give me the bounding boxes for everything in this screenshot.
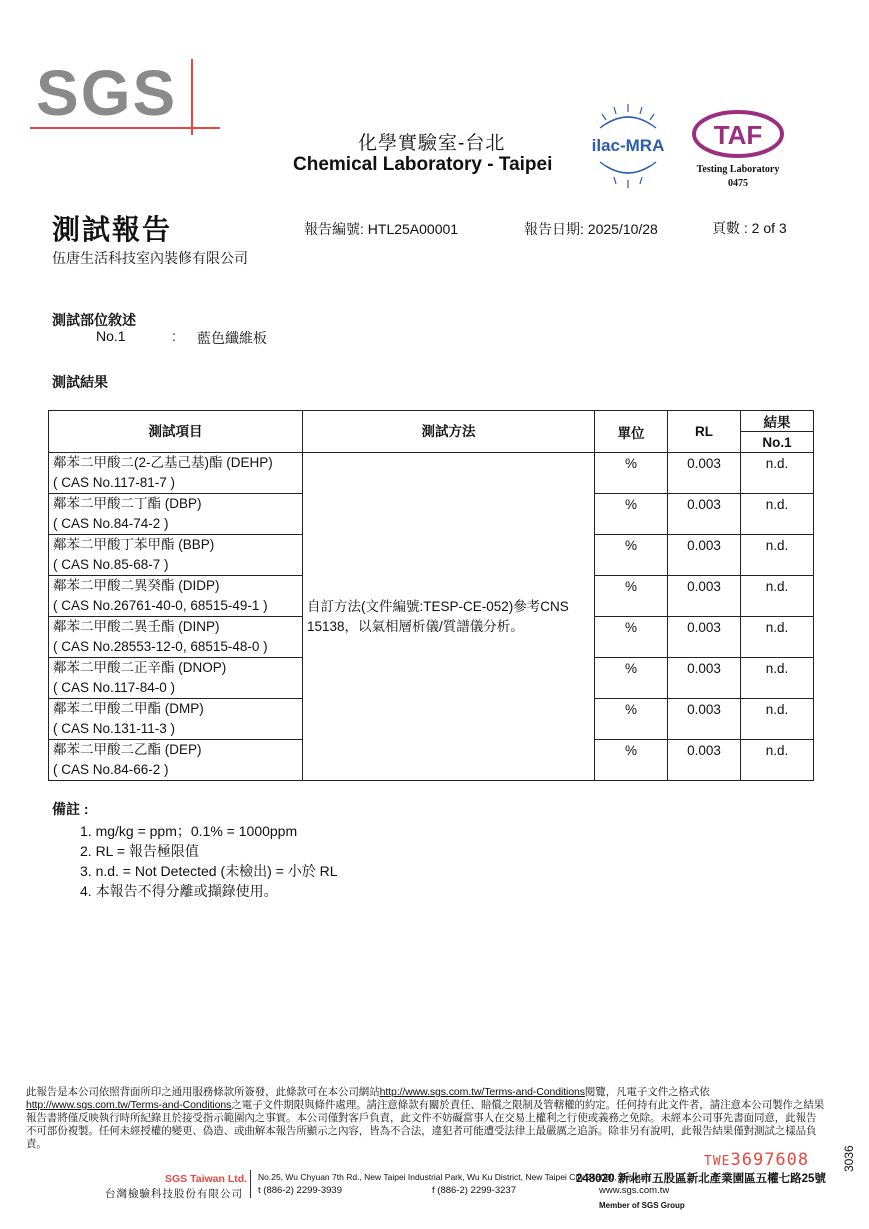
rl-value: 0.003	[668, 535, 741, 576]
disclaimer	[26, 1086, 826, 1151]
test-item-name: 鄰苯二甲酸二異癸酯 (DIDP)	[53, 578, 220, 593]
note-item: 2. RL = 報告極限值	[80, 843, 199, 859]
results-heading: 測試結果	[52, 374, 108, 390]
note-item: 3. n.d. = Not Detected (未檢出) = 小於 RL	[80, 863, 338, 879]
rl-value: 0.003	[668, 453, 741, 494]
address-cn: 248020 新北市五股區新北產業園區五權七路25號	[576, 1173, 826, 1185]
part-description: 藍色纖維板	[197, 330, 267, 346]
col-header-unit: 單位	[595, 411, 668, 453]
result-value: n.d.	[741, 740, 814, 781]
side-number: 3036	[842, 1145, 856, 1172]
result-value: n.d.	[741, 576, 814, 617]
test-item	[49, 494, 303, 535]
test-item-cas: ( CAS No.85-68-7 )	[53, 557, 169, 572]
footer-divider	[250, 1170, 251, 1198]
results-table	[48, 410, 814, 781]
svg-text:ilac-MRA: ilac-MRA	[591, 136, 665, 155]
rl-value: 0.003	[668, 617, 741, 658]
disclaimer-text: 此報告是本公司依照背面所印之通用服務條款所簽發，此條款可在本公司網站	[26, 1086, 380, 1098]
member-of-group: Member of SGS Group	[599, 1201, 685, 1210]
lab-title-chinese: 化學實驗室-台北	[358, 133, 506, 154]
result-value: n.d.	[741, 494, 814, 535]
rl-value: 0.003	[668, 576, 741, 617]
result-value: n.d.	[741, 699, 814, 740]
company-name-cn: 台灣檢驗科技股份有限公司	[105, 1188, 243, 1200]
notes-heading: 備註 :	[52, 801, 89, 817]
disclaimer-text: 閱覽，凡電子文件之格式依	[584, 1086, 710, 1098]
phone: t (886-2) 2299-3939	[258, 1185, 342, 1196]
unit-value: %	[595, 617, 668, 658]
test-method: 自訂方法(文件編號:TESP-CE-052)參考CNS 15138，以氣相層析儀/質譜儀分析。	[303, 453, 595, 781]
col-header-rl: RL	[668, 411, 741, 453]
terms-link[interactable]: http://www.sgs.com.tw/Terms-and-Conditions	[26, 1099, 232, 1111]
test-item	[49, 535, 303, 576]
taf-logo	[688, 108, 788, 198]
unit-value: %	[595, 535, 668, 576]
test-item	[49, 617, 303, 658]
serial-prefix: TWE	[704, 1154, 731, 1169]
test-item-cas: ( CAS No.117-81-7 )	[53, 475, 176, 490]
test-item-cas: ( CAS No.26761-40-0, 68515-49-1 )	[53, 598, 268, 613]
test-item-name: 鄰苯二甲酸二異壬酯 (DINP)	[53, 619, 220, 634]
test-item-name: 鄰苯二甲酸二甲酯 (DMP)	[53, 701, 204, 716]
lab-title-english: Chemical Laboratory - Taipei	[293, 154, 553, 175]
test-item	[49, 576, 303, 617]
test-item	[49, 740, 303, 781]
page-count: 頁數 : 2 of 3	[712, 220, 787, 236]
test-item-name: 鄰苯二甲酸丁苯甲酯 (BBP)	[53, 537, 215, 552]
client-company: 伍唐生活科技室內裝修有限公司	[52, 250, 248, 266]
test-item	[49, 453, 303, 494]
part-heading: 測試部位敘述	[52, 312, 136, 328]
rl-value: 0.003	[668, 740, 741, 781]
unit-value: %	[595, 453, 668, 494]
result-value: n.d.	[741, 535, 814, 576]
table-row	[49, 453, 814, 494]
website-link[interactable]: www.sgs.com.tw	[599, 1185, 670, 1196]
test-item-cas: ( CAS No.84-66-2 )	[53, 762, 169, 777]
col-header-result-no: No.1	[741, 432, 814, 453]
report-title: 測試報告	[52, 213, 173, 246]
disclaimer-text: 之電子文件期限與條件處理。請注意條款有關於責任、賠償之限制及管轄權的約定。任何持有此文件者，請注意本公司製作之結果報告書將僅反映執行時所紀錄且於接受指示範圍內之事實。本公司僅對客戶負責，此文件不妨礙當事人在交易上權利之行使或義務之免除。未經本公司事先書面同意，此報告不可部份複製。任何未經授權的變更、偽造、或曲解本報告所顯示之內容，皆為不合法，違犯者可能遭受法律上最嚴厲之追訴。除非另有說明，此報告結果僅對測試之樣品負責。	[26, 1099, 825, 1150]
part-number: No.1	[96, 328, 126, 344]
result-value: n.d.	[741, 453, 814, 494]
unit-value: %	[595, 658, 668, 699]
test-item-cas: ( CAS No.84-74-2 )	[53, 516, 169, 531]
svg-text:Testing Laboratory: Testing Laboratory	[696, 164, 780, 175]
test-item-cas: ( CAS No.28553-12-0, 68515-48-0 )	[53, 639, 268, 654]
test-item-cas: ( CAS No.131-11-3 )	[53, 721, 176, 736]
serial-number	[704, 1150, 809, 1170]
svg-text:SGS: SGS	[36, 57, 178, 129]
test-item	[49, 658, 303, 699]
sgs-logo	[30, 55, 220, 135]
test-item-name: 鄰苯二甲酸二正辛酯 (DNOP)	[53, 660, 227, 675]
unit-value: %	[595, 576, 668, 617]
col-header-method: 測試方法	[303, 411, 595, 453]
test-item-name: 鄰苯二甲酸二(2-乙基己基)酯 (DEHP)	[53, 455, 273, 470]
rl-value: 0.003	[668, 699, 741, 740]
terms-link[interactable]: http://www.sgs.com.tw/Terms-and-Conditions	[379, 1086, 585, 1098]
report-date: 報告日期: 2025/10/28	[524, 221, 658, 237]
address-en: No.25, Wu Chyuan 7th Rd., New Taipei Industrial Park, Wu Ku District, New Taipei City 248020, Taiwan /	[258, 1172, 651, 1182]
svg-text:0475: 0475	[728, 178, 748, 189]
company-name-en: SGS Taiwan Ltd.	[165, 1173, 248, 1185]
test-item-cas: ( CAS No.117-84-0 )	[53, 680, 176, 695]
note-item: 4. 本報告不得分離或擷錄使用。	[80, 883, 278, 899]
report-number: 報告編號: HTL25A00001	[304, 221, 459, 237]
ilac-mra-logo	[578, 102, 678, 190]
part-colon: :	[172, 328, 176, 344]
note-item: 1. mg/kg = ppm；0.1% = 1000ppm	[80, 823, 298, 839]
rl-value: 0.003	[668, 494, 741, 535]
rl-value: 0.003	[668, 658, 741, 699]
test-item-name: 鄰苯二甲酸二丁酯 (DBP)	[53, 496, 202, 511]
unit-value: %	[595, 740, 668, 781]
result-value: n.d.	[741, 617, 814, 658]
result-value: n.d.	[741, 658, 814, 699]
test-item-name: 鄰苯二甲酸二乙酯 (DEP)	[53, 742, 202, 757]
test-item	[49, 699, 303, 740]
svg-text:TAF: TAF	[713, 120, 763, 150]
unit-value: %	[595, 494, 668, 535]
col-header-item: 測試項目	[49, 411, 303, 453]
col-header-result: 結果	[741, 411, 814, 432]
unit-value: %	[595, 699, 668, 740]
serial-digits: 3697608	[730, 1150, 810, 1170]
fax: f (886-2) 2299-3237	[432, 1185, 516, 1196]
